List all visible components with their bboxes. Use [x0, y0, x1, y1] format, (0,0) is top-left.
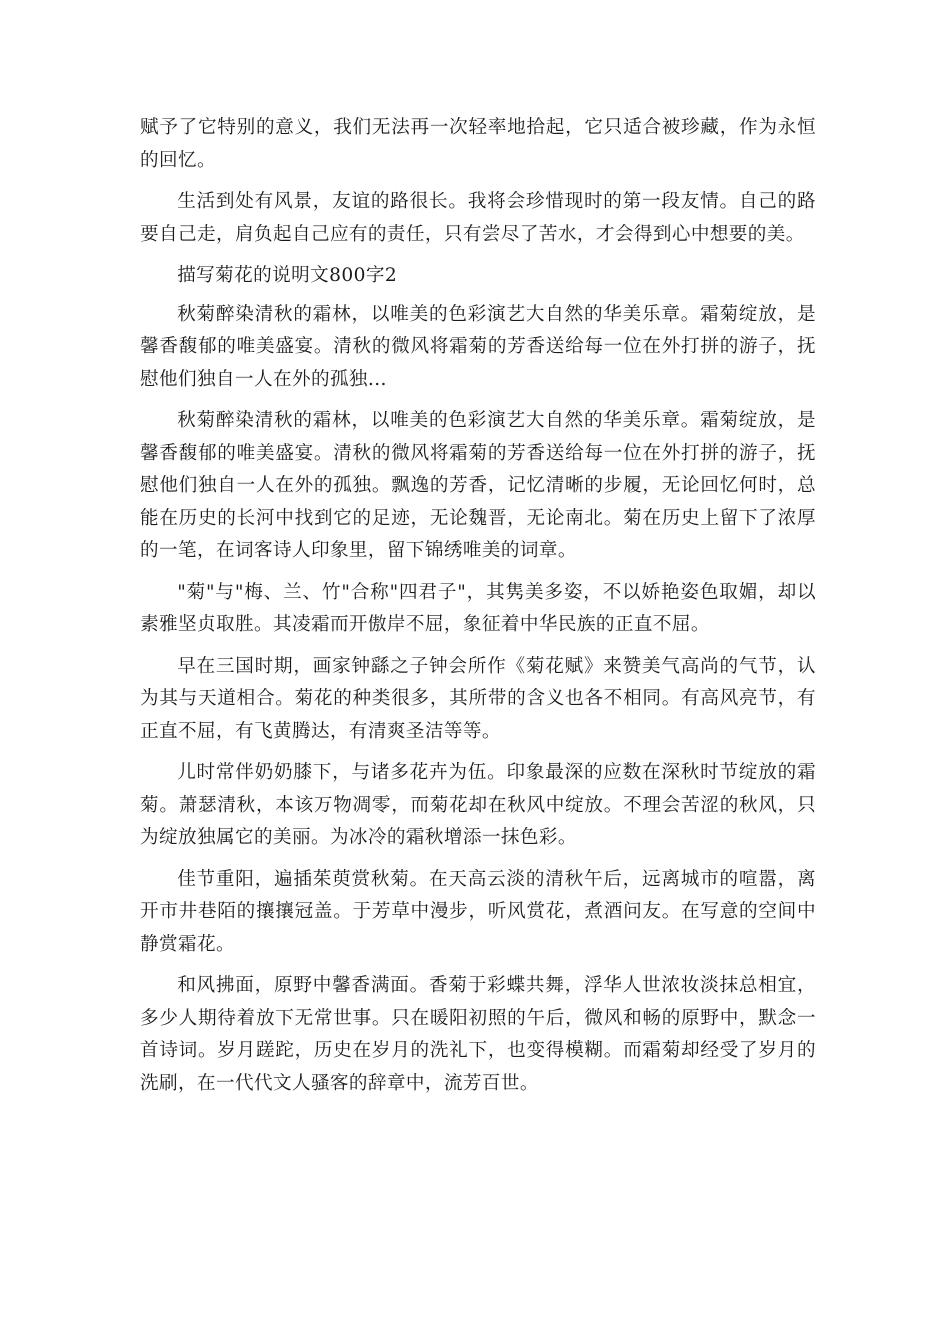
document-body: [140, 112, 816, 1109]
paragraph-9: 和风拂面，原野中馨香满面。香菊于彩蝶共舞，浮华人世浓妆淡抹总相宜，多少人期待着放下无常世事。只在暖阳初照的午后，微风和畅的原野中，默念一首诗词。岁月蹉跎，历史在岁月的洗礼下，也变得模糊。而霜菊却经受了岁月的洗刷，在一代代文人骚客的辞章中，流芳百世。: [140, 975, 816, 1094]
paragraph-1: 赋予了它特别的意义，我们无法再一次轻率地拾起，它只适合被珍藏，作为永恒的回忆。: [140, 117, 816, 171]
paragraph-7: 儿时常伴奶奶膝下，与诸多花卉为伍。印象最深的应数在深秋时节绽放的霜菊。萧瑟清秋，本该万物凋零，而菊花却在秋风中绽放。不理会苦涩的秋风，只为绽放独属它的美丽。为冰冷的霜秋增添一抹色彩。: [140, 762, 816, 848]
paragraph-3: 秋菊醉染清秋的霜林，以唯美的色彩演艺大自然的华美乐章。霜菊绽放，是馨香馥郁的唯美盛宴。清秋的微风将霜菊的芳香送给每一位在外打拼的游子，抚慰他们独自一人在外的孤独...: [140, 303, 816, 390]
paragraph-8: 佳节重阳，遍插茱萸赏秋菊。在天高云淡的清秋午后，远离城市的喧嚣，离开市井巷陌的攘攘冠盖。于芳草中漫步，听风赏花，煮酒问友。在写意的空间中静赏霜花。: [140, 868, 816, 955]
paragraph-6: 早在三国时期，画家钟繇之子钟会所作《菊花赋》来赞美气高尚的气节，认为其与天道相合。菊花的种类很多，其所带的含义也各不相同。有高风亮节，有正直不屈，有飞黄腾达，有清爽圣洁等等。: [140, 655, 816, 742]
paragraph-2: 生活到处有风景，友谊的路很长。我将会珍惜现时的第一段友情。自己的路要自己走，肩负起自己应有的责任，只有尝尽了苦水，才会得到心中想要的美。: [140, 191, 816, 245]
section-heading: 描写菊花的说明文800字2: [177, 265, 398, 286]
paragraph-5: "菊"与"梅、兰、竹"合称"四君子"，其隽美多姿，不以娇艳姿色取媚，却以素雅坚贞取胜。其凌霜而开傲岸不屈，象征着中华民族的正直不屈。: [140, 581, 816, 635]
paragraph-4: 秋菊醉染清秋的霜林，以唯美的色彩演艺大自然的华美乐章。霜菊绽放，是馨香馥郁的唯美盛宴。清秋的微风将霜菊的芳香送给每一位在外打拼的游子，抚慰他们独自一人在外的孤独。飘逸的芳香，记忆清晰的步履，无论回忆何时，总能在历史的长河中找到它的足迹，无论魏晋，无论南北。菊在历史上留下了浓厚的一笔，在词客诗人印象里，留下锦绣唯美的词章。: [140, 410, 816, 561]
